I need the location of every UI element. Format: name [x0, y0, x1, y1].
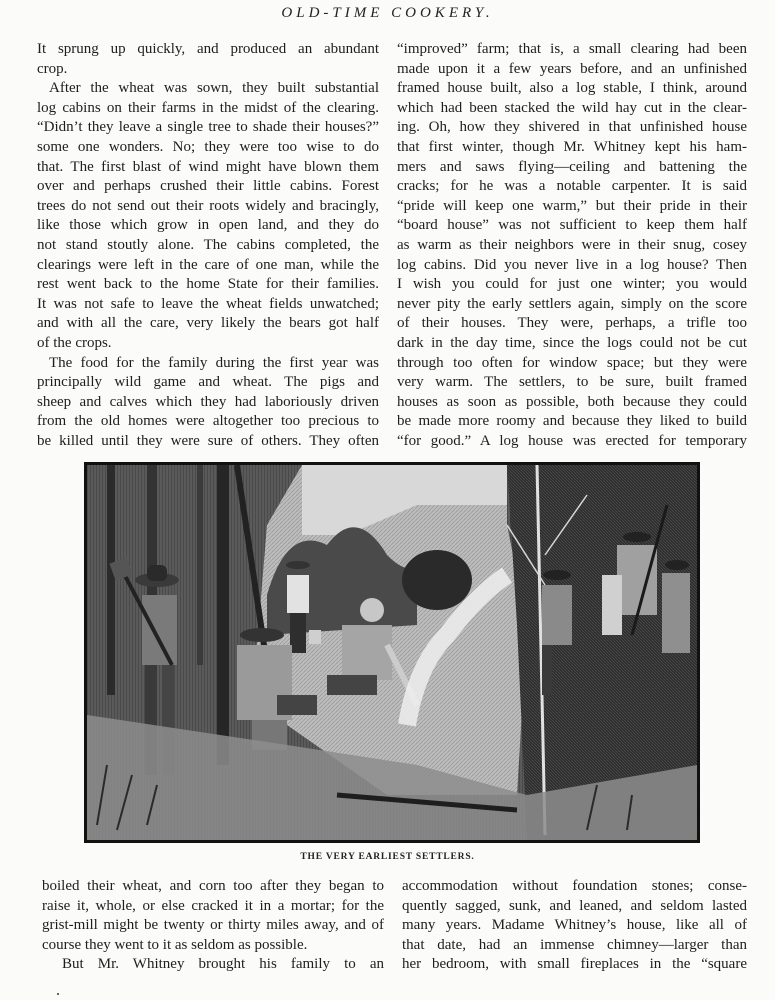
text-line: that first winter, though Mr. Whitney kept his ham- — [397, 138, 747, 155]
text-line: some one wonders. No; they were too wise to do — [37, 138, 379, 155]
text-line: not stand stoutly alone. The cabins completed, the — [37, 236, 379, 253]
tree-trunk — [197, 465, 203, 665]
text-line: sheep and calves which they had laboriously driven — [37, 393, 379, 410]
engraving-artwork — [87, 465, 697, 840]
text-line: grist-mill might be twenty or thirty miles away, and of — [42, 917, 384, 934]
text-line: “Didn’t they leave a single tree to shade their houses?” — [37, 119, 379, 136]
text-line: “board house” was not sufficient to keep them half — [397, 217, 747, 234]
text-line: made upon it a few years before, and an unfinished — [397, 60, 747, 77]
text-line: The food for the family during the first year was — [49, 354, 379, 371]
text-line: houses as soon as possible, both because they could — [397, 393, 747, 410]
text-line: of the crops. — [37, 334, 112, 351]
text-column-bottom-left — [42, 877, 384, 975]
text-line: log cabins on their farms in the midst of the clearing. — [37, 99, 379, 116]
text-line: “for good.” A log house was erected for temporary — [397, 432, 747, 449]
text-line: her bedroom, with small fireplaces in the “square — [402, 956, 747, 973]
text-line: trees do not send out their roots widely and bracingly, — [37, 197, 379, 214]
text-line: quently sagged, sunk, and leaned, and seldom lasted — [402, 897, 747, 914]
running-head: OLD-TIME COOKERY. — [281, 5, 494, 21]
text-column-bottom-right — [402, 877, 747, 975]
text-line: many years. Madame Whitney’s house, like all of — [402, 917, 747, 934]
text-line: It sprung up quickly, and produced an abundant — [37, 41, 379, 57]
text-line: rest went back to the home State for their families. — [37, 276, 379, 293]
text-line: accommodation without foundation stones; conse- — [402, 878, 747, 894]
text-line: “improved” farm; that is, a small clearing had been — [397, 41, 747, 57]
text-line: over and perhaps crushed their little cabins. Forest — [37, 178, 379, 195]
tree-trunk — [107, 465, 115, 695]
text-line: be made more roomy and because they liked to build — [397, 413, 747, 430]
text-line: course they went to it as seldom as possible. — [42, 936, 308, 953]
text-line: of their houses. They were, perhaps, a trifle too — [397, 315, 747, 332]
text-line: After the wheat was sown, they built substantial — [49, 80, 379, 97]
text-line: as warm as their neighbors were in their snug, cosey — [397, 236, 747, 253]
text-line: like those which grow in open land, and they do — [37, 217, 379, 234]
illustration-caption: THE VERY EARLIEST SETTLERS. — [300, 852, 475, 862]
dark-hollow — [402, 550, 472, 610]
tree-trunk — [217, 465, 229, 765]
text-line: clearings were left in the care of one man, while the — [37, 256, 379, 273]
engraving-illustration — [84, 462, 700, 843]
text-line: from the old homes were altogether too precious to — [37, 413, 379, 430]
text-line: It was not safe to leave the wheat fields unwatched; — [37, 295, 379, 312]
text-line: that date, had an immense chimney—larger than — [402, 936, 747, 953]
text-line: never pity the early settlers again, simply on the score — [397, 295, 747, 312]
text-line: But Mr. Whitney brought his family to an — [62, 956, 384, 973]
text-line: crop. — [37, 60, 68, 77]
text-line: principally wild game and wheat. The pigs and — [37, 374, 379, 391]
text-line: through too often for window space; but they were — [397, 354, 747, 371]
text-line: ing. Oh, how they shivered in that unfinished house — [397, 119, 747, 136]
text-line: I wish you could for just one winter; you would — [397, 276, 747, 293]
text-line: “pride will keep one warm,” but their pride in their — [397, 197, 747, 214]
text-line: be killed until they were sure of others. They often — [37, 432, 379, 449]
text-line: dark in the day time, since the logs could not be cut — [397, 334, 747, 351]
text-line: log cabins. Did you never live in a log house? Then — [397, 256, 747, 273]
paper-speck — [57, 993, 59, 995]
text-line: mers and saws flying—ceiling and battening the — [397, 158, 747, 175]
text-line: and with all the care, very likely the bears got half — [37, 315, 379, 332]
text-column-top-right — [397, 40, 747, 451]
text-line: which had been stacked the wild hay cut in the clear- — [397, 99, 747, 116]
text-line: cracks; for he was a notable carpenter. It is said — [397, 178, 747, 195]
text-line: boiled their wheat, and corn too after they began to — [42, 878, 384, 894]
text-column-top-left — [37, 40, 379, 451]
text-line: that. The first blast of wind might have blown them — [37, 158, 379, 175]
text-line: framed house built, also a log stable, I think, around — [397, 80, 747, 97]
text-line: very warm. The settlers, to be sure, built framed — [397, 374, 747, 391]
text-line: raise it, whole, or else cracked it in a mortar; for the — [42, 897, 384, 914]
